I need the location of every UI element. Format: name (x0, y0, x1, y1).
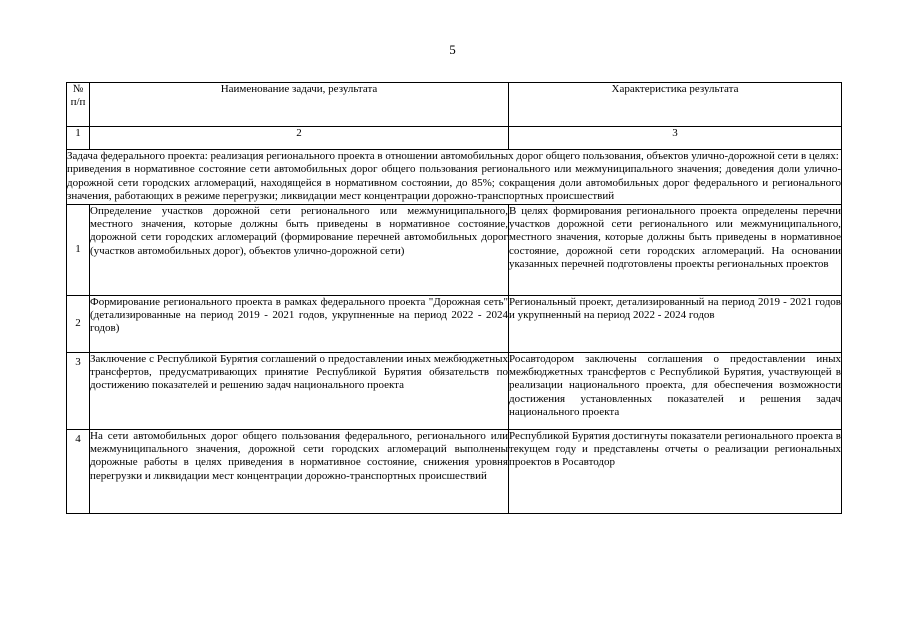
row-number: 4 (67, 429, 90, 513)
header-result: Характеристика результата (509, 83, 842, 127)
header-number: № п/п (67, 83, 90, 127)
row-task-name: Определение участков дорожной сети регионального или межмуниципального, местного значения, которые должны быть приведены в нормативное состояние, дорожной сети городских агломераций (формирование перечней автомобильных дорог (участков автомобильных дорог), объектов улично-дорожной сети) (90, 204, 509, 295)
task-row (67, 150, 842, 205)
table-row (67, 429, 842, 513)
task-title: Задача федерального проекта: реализация регионального проекта в отношении автомобильных дорог общего пользования, объектов улично-дорожной сети в целях: (67, 150, 839, 162)
row-number: 1 (67, 204, 90, 295)
row-result: В целях формирования регионального проекта определены перечни участков дорожной сети регионального или межмуниципального, местного значения, которые должны быть приведены в нормативное состояние, дорожной сети городских агломераций. На основании указанных перечней подготовлены проекты региональных проектов (509, 204, 842, 295)
column-number-2: 2 (90, 127, 509, 150)
table-row (67, 295, 842, 352)
column-number-3: 3 (509, 127, 842, 150)
row-number: 2 (67, 295, 90, 352)
table-row (67, 352, 842, 429)
results-table (66, 82, 842, 514)
header-task-name: Наименование задачи, результата (90, 83, 509, 127)
row-result: Региональный проект, детализированный на период 2019 - 2021 годов и укрупненный на период 2022 - 2024 годов (509, 295, 842, 352)
page-number: 5 (449, 42, 456, 57)
table-row (67, 204, 842, 295)
table-header-row (67, 83, 842, 127)
row-task-name: Заключение с Республикой Бурятия соглашений о предоставлении иных межбюджетных трансфертов, предусматривающих принятие Республикой Бурятия обязательств по достижению показателей и решению задач национального проекта (90, 352, 509, 429)
task-goals: приведения в нормативное состояние сети автомобильных дорог общего пользования регионального или межмуниципального значения; доведения доли улично-дорожной сети городских агломераций, находящейся в нормативном состоянии, до 85%; сокращения доли автомобильных дорог федерального и регионального значения, работающих в режиме перегрузки; ликвидации мест концентрации дорожно-транспортных происшествий (67, 163, 841, 203)
row-task-name: На сети автомобильных дорог общего пользования федерального, регионального или межмуниципального значения, дорожной сети городских агломераций выполнены дорожные работы в целях приведения в нормативное состояние, снижения уровня перегрузки и ликвидации мест концентрации дорожно-транспортных происшествий (90, 429, 509, 513)
row-result: Республикой Бурятия достигнуты показатели регионального проекта в текущем году и представлены отчеты о реализации региональных проектов в Росавтодор (509, 429, 842, 513)
column-numbers-row (67, 127, 842, 150)
row-result: Росавтодором заключены соглашения о предоставлении иных межбюджетных трансфертов с Республикой Бурятия, участвующей в реализации национального проекта, для обеспечения возможности достижения установленных показателей и решения задач национального проекта (509, 352, 842, 429)
row-task-name: Формирование регионального проекта в рамках федерального проекта "Дорожная сеть" (детализированные на период 2019 - 2021 годов, укрупненные на период 2022 - 2024 годов) (90, 295, 509, 352)
column-number-1: 1 (67, 127, 90, 150)
task-cell (67, 150, 842, 205)
row-number: 3 (67, 352, 90, 429)
